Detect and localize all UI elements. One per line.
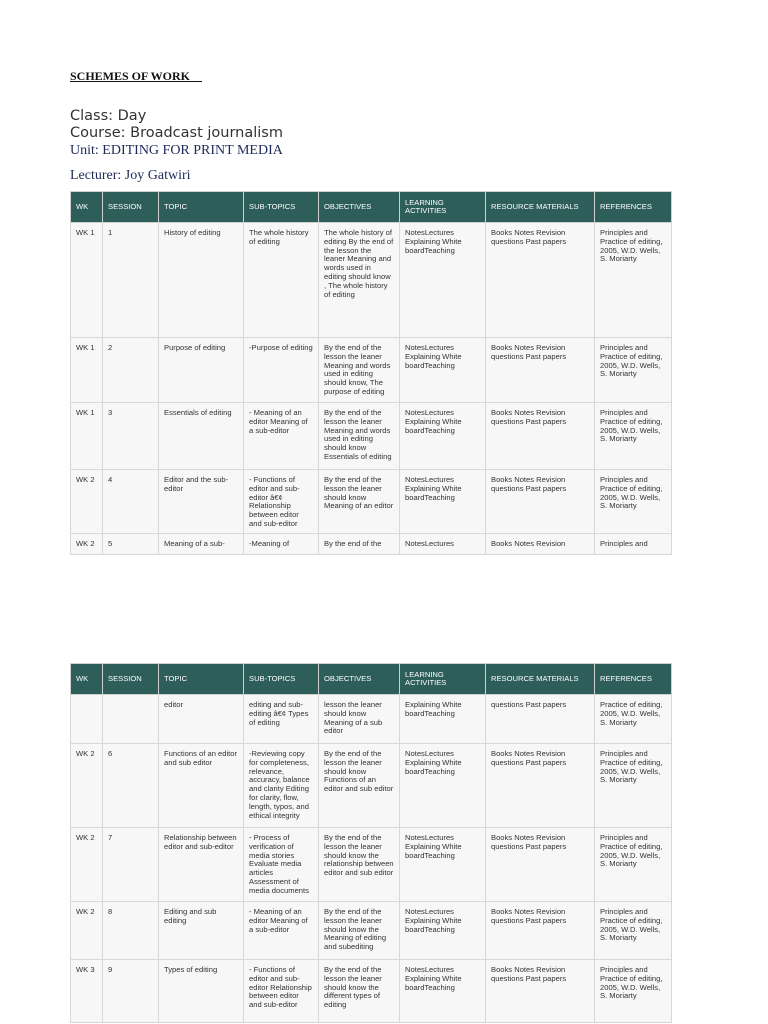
table-row bbox=[71, 960, 672, 1023]
class-line: Class: Day bbox=[70, 108, 147, 124]
subtopics-cell: - Meaning of an editor Meaning of a sub-editor bbox=[244, 902, 319, 960]
wk-cell: WK 1 bbox=[71, 403, 103, 470]
topic-cell: Editor and the sub-editor bbox=[159, 470, 244, 534]
activities-cell: NotesLectures Explaining White boardTeaching bbox=[400, 470, 486, 534]
subtopics-cell: -Meaning of bbox=[244, 534, 319, 555]
references-cell: Principles and Practice of editing, 2005, W.D. Wells, S. Moriarty bbox=[595, 960, 672, 1023]
table-row bbox=[71, 223, 672, 338]
wk-cell: WK 3 bbox=[71, 960, 103, 1023]
activities-cell: NotesLectures Explaining White boardTeaching bbox=[400, 403, 486, 470]
references-cell: Principles and Practice of editing, 2005, W.D. Wells, S. Moriarty bbox=[595, 902, 672, 960]
topic-cell: Essentials of editing bbox=[159, 403, 244, 470]
table-row bbox=[71, 470, 672, 534]
subtopics-cell: - Meaning of an editor Meaning of a sub-editor bbox=[244, 403, 319, 470]
activities-cell: NotesLectures Explaining White boardTeaching bbox=[400, 223, 486, 338]
objectives-cell: By the end of the lesson the leaner should know Functions of an editor and sub editor bbox=[319, 744, 400, 828]
subtopics-cell: - Functions of editor and sub-editor â€¢ Relationship between editor and sub-editor bbox=[244, 470, 319, 534]
column-header: LEARNING ACTIVITIES bbox=[400, 664, 486, 695]
unit-line: Unit: EDITING FOR PRINT MEDIA bbox=[70, 143, 283, 158]
resources-cell: Books Notes Revision questions Past papers bbox=[486, 223, 595, 338]
table-body bbox=[71, 223, 672, 555]
objectives-cell: The whole history of editing By the end of the lesson the leaner Meaning and words used in editing should know , The whole history of editing bbox=[319, 223, 400, 338]
resources-cell: Books Notes Revision questions Past papers bbox=[486, 902, 595, 960]
lecturer-line: Lecturer: Joy Gatwiri bbox=[70, 168, 191, 183]
topic-cell: Meaning of a sub- bbox=[159, 534, 244, 555]
table-row bbox=[71, 403, 672, 470]
wk-cell: WK 1 bbox=[71, 223, 103, 338]
objectives-cell: By the end of the lesson the leaner should know the Meaning of editing and subediting bbox=[319, 902, 400, 960]
table-row bbox=[71, 338, 672, 403]
session-cell: 5 bbox=[103, 534, 159, 555]
session-cell: 7 bbox=[103, 828, 159, 902]
objectives-cell: By the end of the lesson the leaner Meaning and words used in editing should know, The purpose of editing bbox=[319, 338, 400, 403]
wk-cell: WK 1 bbox=[71, 338, 103, 403]
session-cell: 9 bbox=[103, 960, 159, 1023]
resources-cell: Books Notes Revision questions Past papers bbox=[486, 470, 595, 534]
header-row bbox=[71, 664, 672, 695]
subtopics-cell: - Process of verification of media stories Evaluate media articles Assessment of media documents bbox=[244, 828, 319, 902]
column-header: RESOURCE MATERIALS bbox=[486, 192, 595, 223]
subtopics-cell: editing and sub-editing â€¢ Types of editing bbox=[244, 695, 319, 744]
column-header: TOPIC bbox=[159, 192, 244, 223]
session-cell: 2 bbox=[103, 338, 159, 403]
objectives-cell: By the end of the lesson the leaner Meaning and words used in editing should know Essentials of editing bbox=[319, 403, 400, 470]
column-header: SUB-TOPICS bbox=[244, 192, 319, 223]
column-header: SESSION bbox=[103, 664, 159, 695]
column-header: REFERENCES bbox=[595, 192, 672, 223]
column-header: OBJECTIVES bbox=[319, 664, 400, 695]
resources-cell: Books Notes Revision questions Past papers bbox=[486, 744, 595, 828]
session-cell bbox=[103, 695, 159, 744]
wk-cell bbox=[71, 695, 103, 744]
activities-cell: NotesLectures Explaining White boardTeaching bbox=[400, 744, 486, 828]
column-header: REFERENCES bbox=[595, 664, 672, 695]
column-header: RESOURCE MATERIALS bbox=[486, 664, 595, 695]
references-cell: Principles and Practice of editing, 2005, W.D. Wells, S. Moriarty bbox=[595, 470, 672, 534]
topic-cell: Types of editing bbox=[159, 960, 244, 1023]
activities-cell: NotesLectures bbox=[400, 534, 486, 555]
schemes-table-1 bbox=[70, 191, 672, 555]
references-cell: Principles and Practice of editing, 2005, W.D. Wells, S. Moriarty bbox=[595, 338, 672, 403]
subtopics-cell: The whole history of editing bbox=[244, 223, 319, 338]
topic-cell: Relationship between editor and sub-editor bbox=[159, 828, 244, 902]
table-row bbox=[71, 902, 672, 960]
wk-cell: WK 2 bbox=[71, 828, 103, 902]
resources-cell: questions Past papers bbox=[486, 695, 595, 744]
wk-cell: WK 2 bbox=[71, 470, 103, 534]
table-body bbox=[71, 695, 672, 1023]
table-row bbox=[71, 744, 672, 828]
wk-cell: WK 2 bbox=[71, 902, 103, 960]
references-cell: Principles and Practice of editing, 2005, W.D. Wells, S. Moriarty bbox=[595, 828, 672, 902]
resources-cell: Books Notes Revision bbox=[486, 534, 595, 555]
activities-cell: NotesLectures Explaining White boardTeaching bbox=[400, 828, 486, 902]
subtopics-cell: - Functions of editor and sub-editor Relationship between editor and sub-editor bbox=[244, 960, 319, 1023]
references-cell: Principles and Practice of editing, 2005, W.D. Wells, S. Moriarty bbox=[595, 403, 672, 470]
session-cell: 3 bbox=[103, 403, 159, 470]
activities-cell: NotesLectures Explaining White boardTeaching bbox=[400, 960, 486, 1023]
table-header bbox=[71, 192, 672, 223]
topic-cell: editor bbox=[159, 695, 244, 744]
session-cell: 8 bbox=[103, 902, 159, 960]
activities-cell: NotesLectures Explaining White boardTeaching bbox=[400, 902, 486, 960]
session-cell: 6 bbox=[103, 744, 159, 828]
references-cell: Practice of editing, 2005, W.D. Wells, S. Moriarty bbox=[595, 695, 672, 744]
topic-cell: Functions of an editor and sub editor bbox=[159, 744, 244, 828]
resources-cell: Books Notes Revision questions Past papers bbox=[486, 403, 595, 470]
schemes-table-2 bbox=[70, 663, 672, 1023]
resources-cell: Books Notes Revision questions Past papers bbox=[486, 960, 595, 1023]
objectives-cell: By the end of the bbox=[319, 534, 400, 555]
objectives-cell: By the end of the lesson the leaner should know the relationship between editor and sub editor bbox=[319, 828, 400, 902]
wk-cell: WK 2 bbox=[71, 744, 103, 828]
column-header: WK bbox=[71, 664, 103, 695]
objectives-cell: lesson the leaner should know Meaning of a sub editor bbox=[319, 695, 400, 744]
course-line: Course: Broadcast journalism bbox=[70, 125, 283, 141]
session-cell: 4 bbox=[103, 470, 159, 534]
column-header: SUB-TOPICS bbox=[244, 664, 319, 695]
column-header: LEARNING ACTIVITIES bbox=[400, 192, 486, 223]
references-cell: Principles and bbox=[595, 534, 672, 555]
activities-cell: Explaining White boardTeaching bbox=[400, 695, 486, 744]
table-header bbox=[71, 664, 672, 695]
objectives-cell: By the end of the lesson the leaner should know Meaning of an editor bbox=[319, 470, 400, 534]
references-cell: Principles and Practice of editing, 2005, W.D. Wells, S. Moriarty bbox=[595, 744, 672, 828]
topic-cell: History of editing bbox=[159, 223, 244, 338]
activities-cell: NotesLectures Explaining White boardTeaching bbox=[400, 338, 486, 403]
subtopics-cell: -Reviewing copy for completeness, relevance, accuracy, balance and clarity Editing for clarity, flow, length, typos, and ethical integrity bbox=[244, 744, 319, 828]
topic-cell: Editing and sub editing bbox=[159, 902, 244, 960]
subtopics-cell: -Purpose of editing bbox=[244, 338, 319, 403]
document-title: SCHEMES OF WORK bbox=[70, 69, 203, 83]
table-row bbox=[71, 828, 672, 902]
column-header: OBJECTIVES bbox=[319, 192, 400, 223]
column-header: SESSION bbox=[103, 192, 159, 223]
column-header: WK bbox=[71, 192, 103, 223]
table-row bbox=[71, 534, 672, 555]
table-row bbox=[71, 695, 672, 744]
topic-cell: Purpose of editing bbox=[159, 338, 244, 403]
objectives-cell: By the end of the lesson the leaner should know the different types of editing bbox=[319, 960, 400, 1023]
resources-cell: Books Notes Revision questions Past papers bbox=[486, 828, 595, 902]
references-cell: Principles and Practice of editing, 2005, W.D. Wells, S. Moriarty bbox=[595, 223, 672, 338]
header-row bbox=[71, 192, 672, 223]
session-cell: 1 bbox=[103, 223, 159, 338]
wk-cell: WK 2 bbox=[71, 534, 103, 555]
column-header: TOPIC bbox=[159, 664, 244, 695]
resources-cell: Books Notes Revision questions Past papers bbox=[486, 338, 595, 403]
